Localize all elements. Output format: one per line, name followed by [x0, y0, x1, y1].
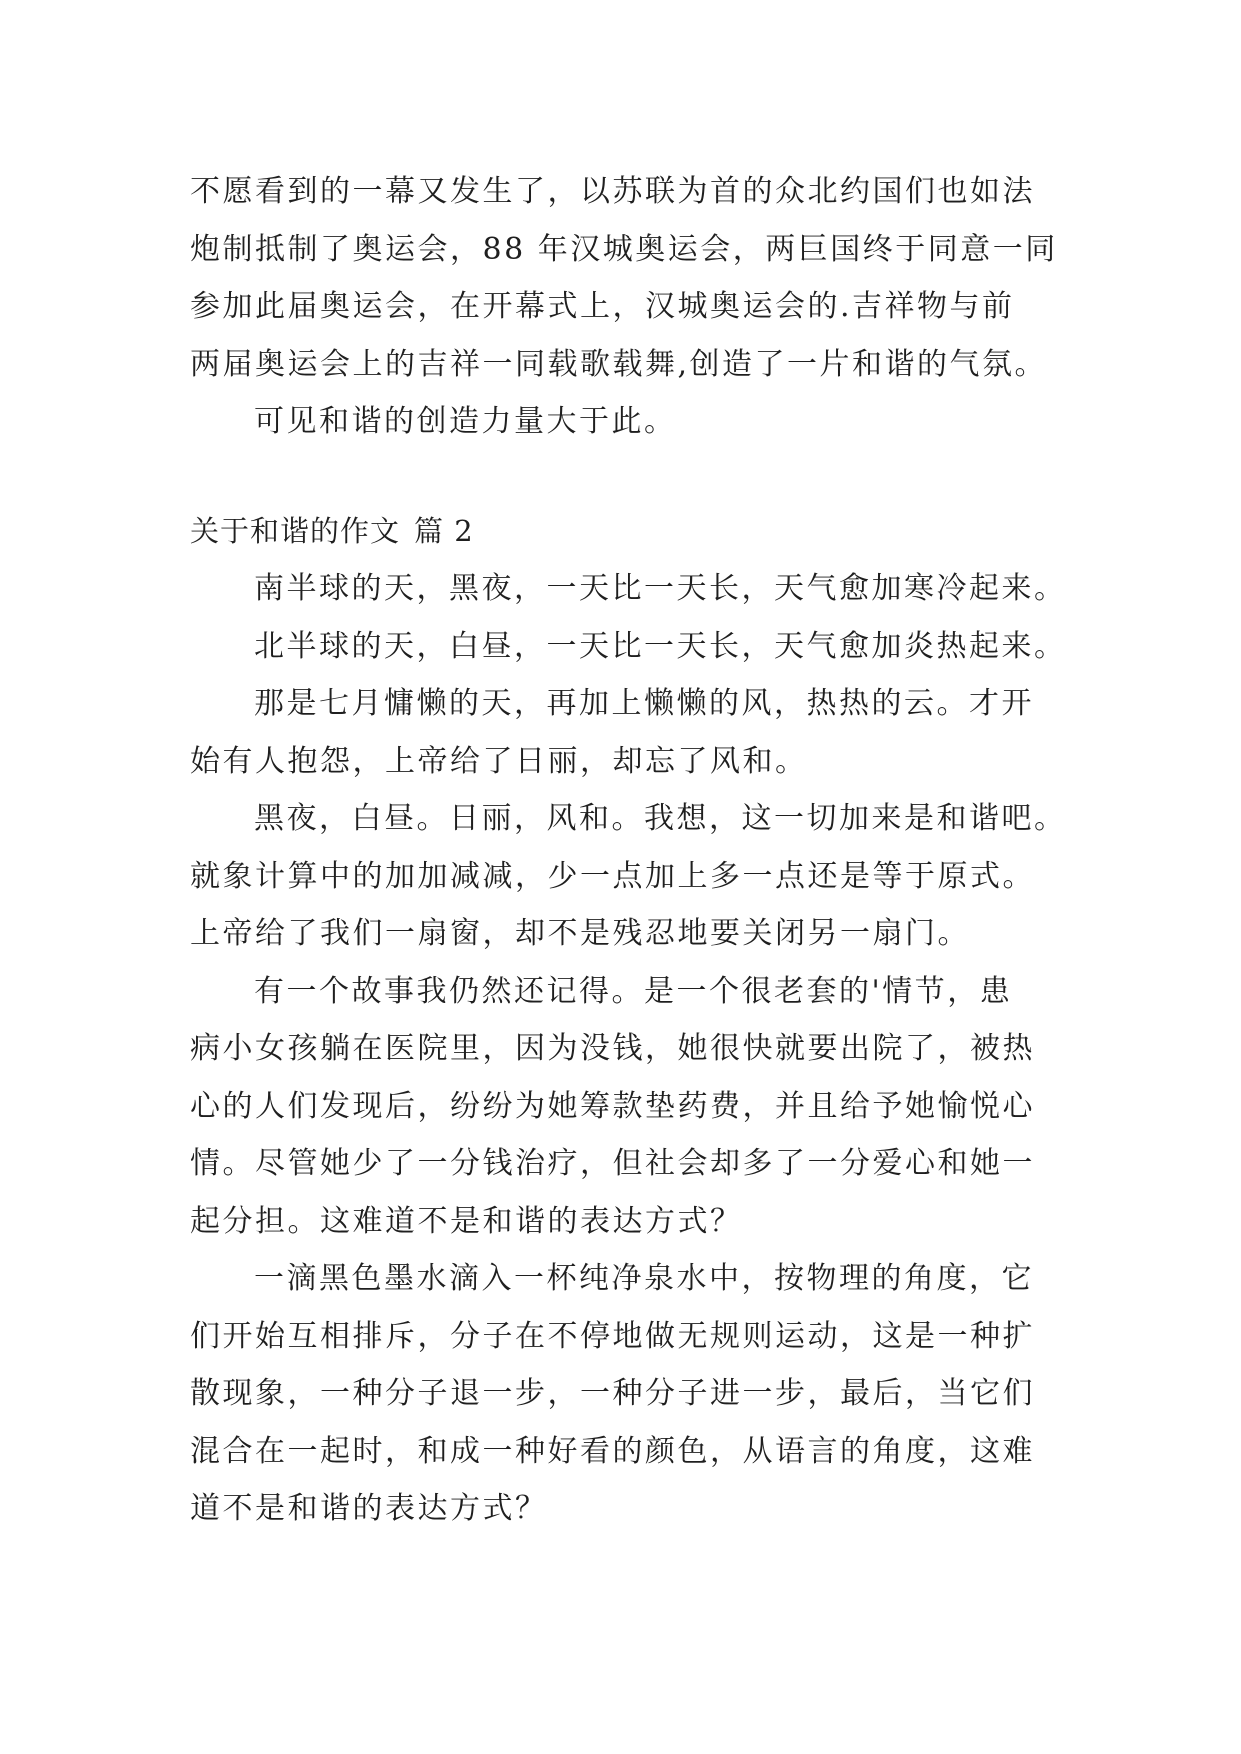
text-line: 不愿看到的一幕又发生了，以苏联为首的众北约国们也如法 [190, 174, 1035, 209]
text-line: 病小女孩躺在医院里，因为没钱，她很快就要出院了，被热 [190, 1031, 1035, 1066]
text-line: 炮制抵制了奥运会，88 年汉城奥运会，两巨国终于同意一同 [190, 231, 1058, 267]
paragraph-ink [190, 1250, 1070, 1538]
document-body [190, 163, 1070, 1538]
text-line: 散现象，一种分子退一步，一种分子进一步，最后，当它们 [190, 1376, 1035, 1411]
essay-title: 关于和谐的作文 [190, 513, 401, 548]
text-line: 一滴黑色墨水滴入一杯纯净泉水中，按物理的角度，它 [254, 1261, 1034, 1296]
paragraph-olympics [190, 163, 1070, 393]
text-line: 始有人抱怨，上帝给了日丽，却忘了风和。 [190, 743, 808, 779]
essay-number: 篇 2 [414, 513, 474, 548]
text-line: 黑夜，白昼。日丽，风和。我想，这一切加来是和谐吧。 [254, 801, 1067, 836]
essay-heading [190, 503, 1070, 561]
paragraph-story [190, 963, 1070, 1251]
text-line: 起分担。这难道不是和谐的表达方式？ [190, 1203, 743, 1239]
text-line: 南半球的天，黑夜，一天比一天长，天气愈加寒冷起来。 [254, 571, 1067, 606]
text-line: 参加此届奥运会，在开幕式上，汉城奥运会的.吉祥物与前 [190, 289, 1015, 324]
text-line: 那是七月慵懒的天，再加上懒懒的风，热热的云。才开 [254, 686, 1034, 721]
paragraph-conclusion [190, 393, 1070, 451]
text-line: 情。尽管她少了一分钱治疗，但社会却多了一分爱心和她一 [190, 1146, 1035, 1181]
text-line: 们开始互相排斥，分子在不停地做无规则运动，这是一种扩 [190, 1318, 1035, 1354]
text-line: 两届奥运会上的吉祥一同载歌载舞,创造了一片和谐的气氛。 [190, 346, 1048, 382]
text-line: 就象计算中的加加减减，少一点加上多一点还是等于原式。 [190, 858, 1035, 894]
text-line: 北半球的天，白昼，一天比一天长，天气愈加炎热起来。 [254, 628, 1067, 664]
text-line: 混合在一起时，和成一种好看的颜色，从语言的角度，这难 [190, 1433, 1035, 1469]
text-line: 有一个故事我仍然还记得。是一个很老套的'情节，患 [254, 973, 1013, 1009]
text-line: 道不是和谐的表达方式？ [190, 1491, 548, 1526]
paragraph-july [190, 675, 1070, 790]
paragraph-southern-hemisphere [190, 560, 1070, 618]
paragraph-northern-hemisphere [190, 618, 1070, 676]
text-line: 可见和谐的创造力量大于此。 [254, 404, 677, 439]
paragraph-night-day [190, 790, 1070, 963]
text-line: 心的人们发现后，纷纷为她筹款垫药费，并且给予她愉悦心 [190, 1088, 1035, 1124]
text-line: 上帝给了我们一扇窗，却不是残忍地要关闭另一扇门。 [190, 916, 970, 951]
